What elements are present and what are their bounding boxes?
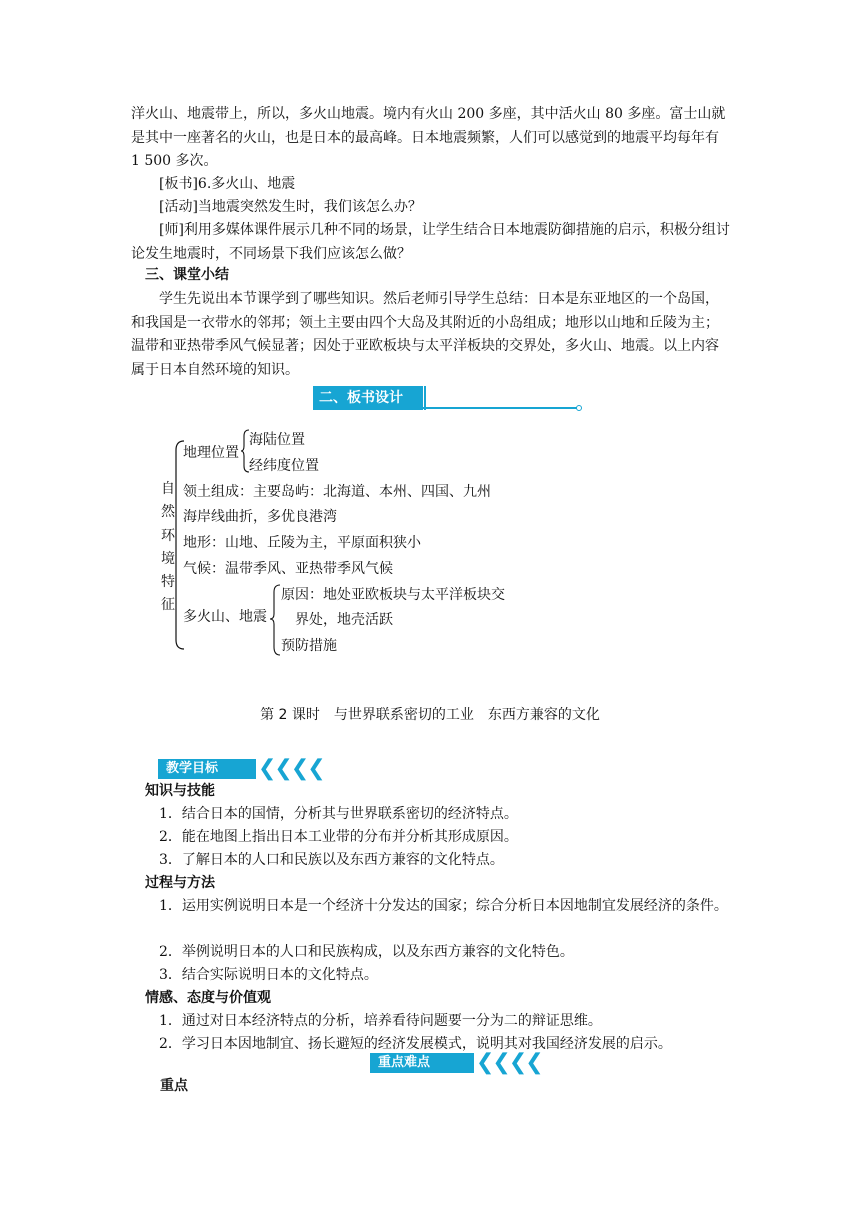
goal-m1: 1．运用实例说明日本是一个经济十分发达的国家；综合分析日本因地制宜发展经济的条件。 — [159, 898, 728, 914]
board-cause-line2: 界处，地壳活跃 — [295, 612, 393, 628]
chevrons-icon: ❮❮❮❮ — [476, 1050, 542, 1075]
chevrons-icon: ❮❮❮❮ — [258, 756, 324, 781]
board-terrain: 地形：山地、丘陵为主，平原面积狭小 — [183, 535, 421, 551]
paragraph-summary: 学生先说出本节课学到了哪些知识。然后老师引导学生总结：日本是东亚地区的一个岛国，和我国是一衣带水的邻邦；领土主要由四个大岛及其附近的小岛组成；地形以山地和丘陵为主；温带和亚热带季风气候显著；因处于亚欧板块与太平洋板块的交界处，多火山、地震。以上内容属于日本自然环境的知识。 — [131, 291, 719, 378]
heading-key-points: 重点 — [160, 1078, 188, 1094]
paragraph-teacher: [师]利用多媒体课件展示几种不同的场景，让学生结合日本地震防御措施的启示，积极分组讨论发生地震时，不同场景下我们应该怎么做？ — [131, 222, 730, 262]
board-volcano-earthquake: 多火山、地震 — [183, 609, 267, 625]
heading-knowledge-skills: 知识与技能 — [145, 783, 215, 799]
board-prevention: 预防措施 — [281, 638, 337, 654]
goal-m2: 2．举例说明日本的人口和民族构成，以及东西方兼容的文化特色。 — [159, 944, 574, 960]
board-design-banner: 二、板书设计 — [313, 386, 427, 410]
heading-emotion-values: 情感、态度与价值观 — [145, 990, 271, 1006]
board-geo-position: 地理位置 — [183, 445, 239, 461]
board-climate: 气候：温带季风、亚热带季风气候 — [183, 561, 393, 577]
board-cause-line1: 原因：地处亚欧板块与太平洋板块交 — [281, 587, 505, 603]
goal-e2: 2．学习日本因地制宜、扬长避短的经济发展模式，说明其对我国经济发展的启示。 — [159, 1036, 672, 1052]
paragraph-activity: [活动]当地震突然发生时，我们该怎么办？ — [159, 199, 422, 215]
lesson-title: 第 2 课时 与世界联系密切的工业 东西方兼容的文化 — [260, 707, 600, 723]
section-heading-summary: 三、课堂小结 — [145, 267, 229, 283]
board-coastline: 海岸线曲折，多优良港湾 — [183, 509, 337, 525]
goal-m3: 3．结合实际说明日本的文化特点。 — [159, 967, 378, 983]
paragraph-board-note: [板书]6.多火山、地震 — [159, 176, 296, 192]
goal-k1: 1．结合日本的国情，分析其与世界联系密切的经济特点。 — [159, 806, 518, 822]
goal-k3: 3．了解日本的人口和民族以及东西方兼容的文化特点。 — [159, 852, 504, 868]
banner-underline — [313, 407, 577, 409]
board-sea-land: 海陆位置 — [249, 432, 305, 448]
paragraph-volcano: 洋火山、地震带上，所以，多火山地震。境内有火山 200 多座，其中活火山 80 多座。富士山就是其中一座著名的火山，也是日本的最高峰。日本地震频繁，人们可以感觉到的地震平均每年有 1 500 多次。 — [131, 106, 726, 169]
board-lat-lon: 经纬度位置 — [249, 458, 319, 474]
board-root-label: 自然环境特征 — [161, 481, 175, 614]
teaching-goals-tag: 教学目标 — [158, 759, 256, 779]
goal-e1: 1．通过对日本经济特点的分析，培养看待问题要一分为二的辩证思维。 — [159, 1013, 602, 1029]
heading-process-method: 过程与方法 — [145, 875, 215, 891]
board-territory: 领土组成：主要岛屿：北海道、本州、四国、九州 — [183, 484, 491, 500]
banner-dot — [576, 405, 582, 411]
key-difficult-points-tag: 重点难点 — [370, 1053, 474, 1073]
goal-k2: 2．能在地图上指出日本工业带的分布并分析其形成原因。 — [159, 829, 518, 845]
